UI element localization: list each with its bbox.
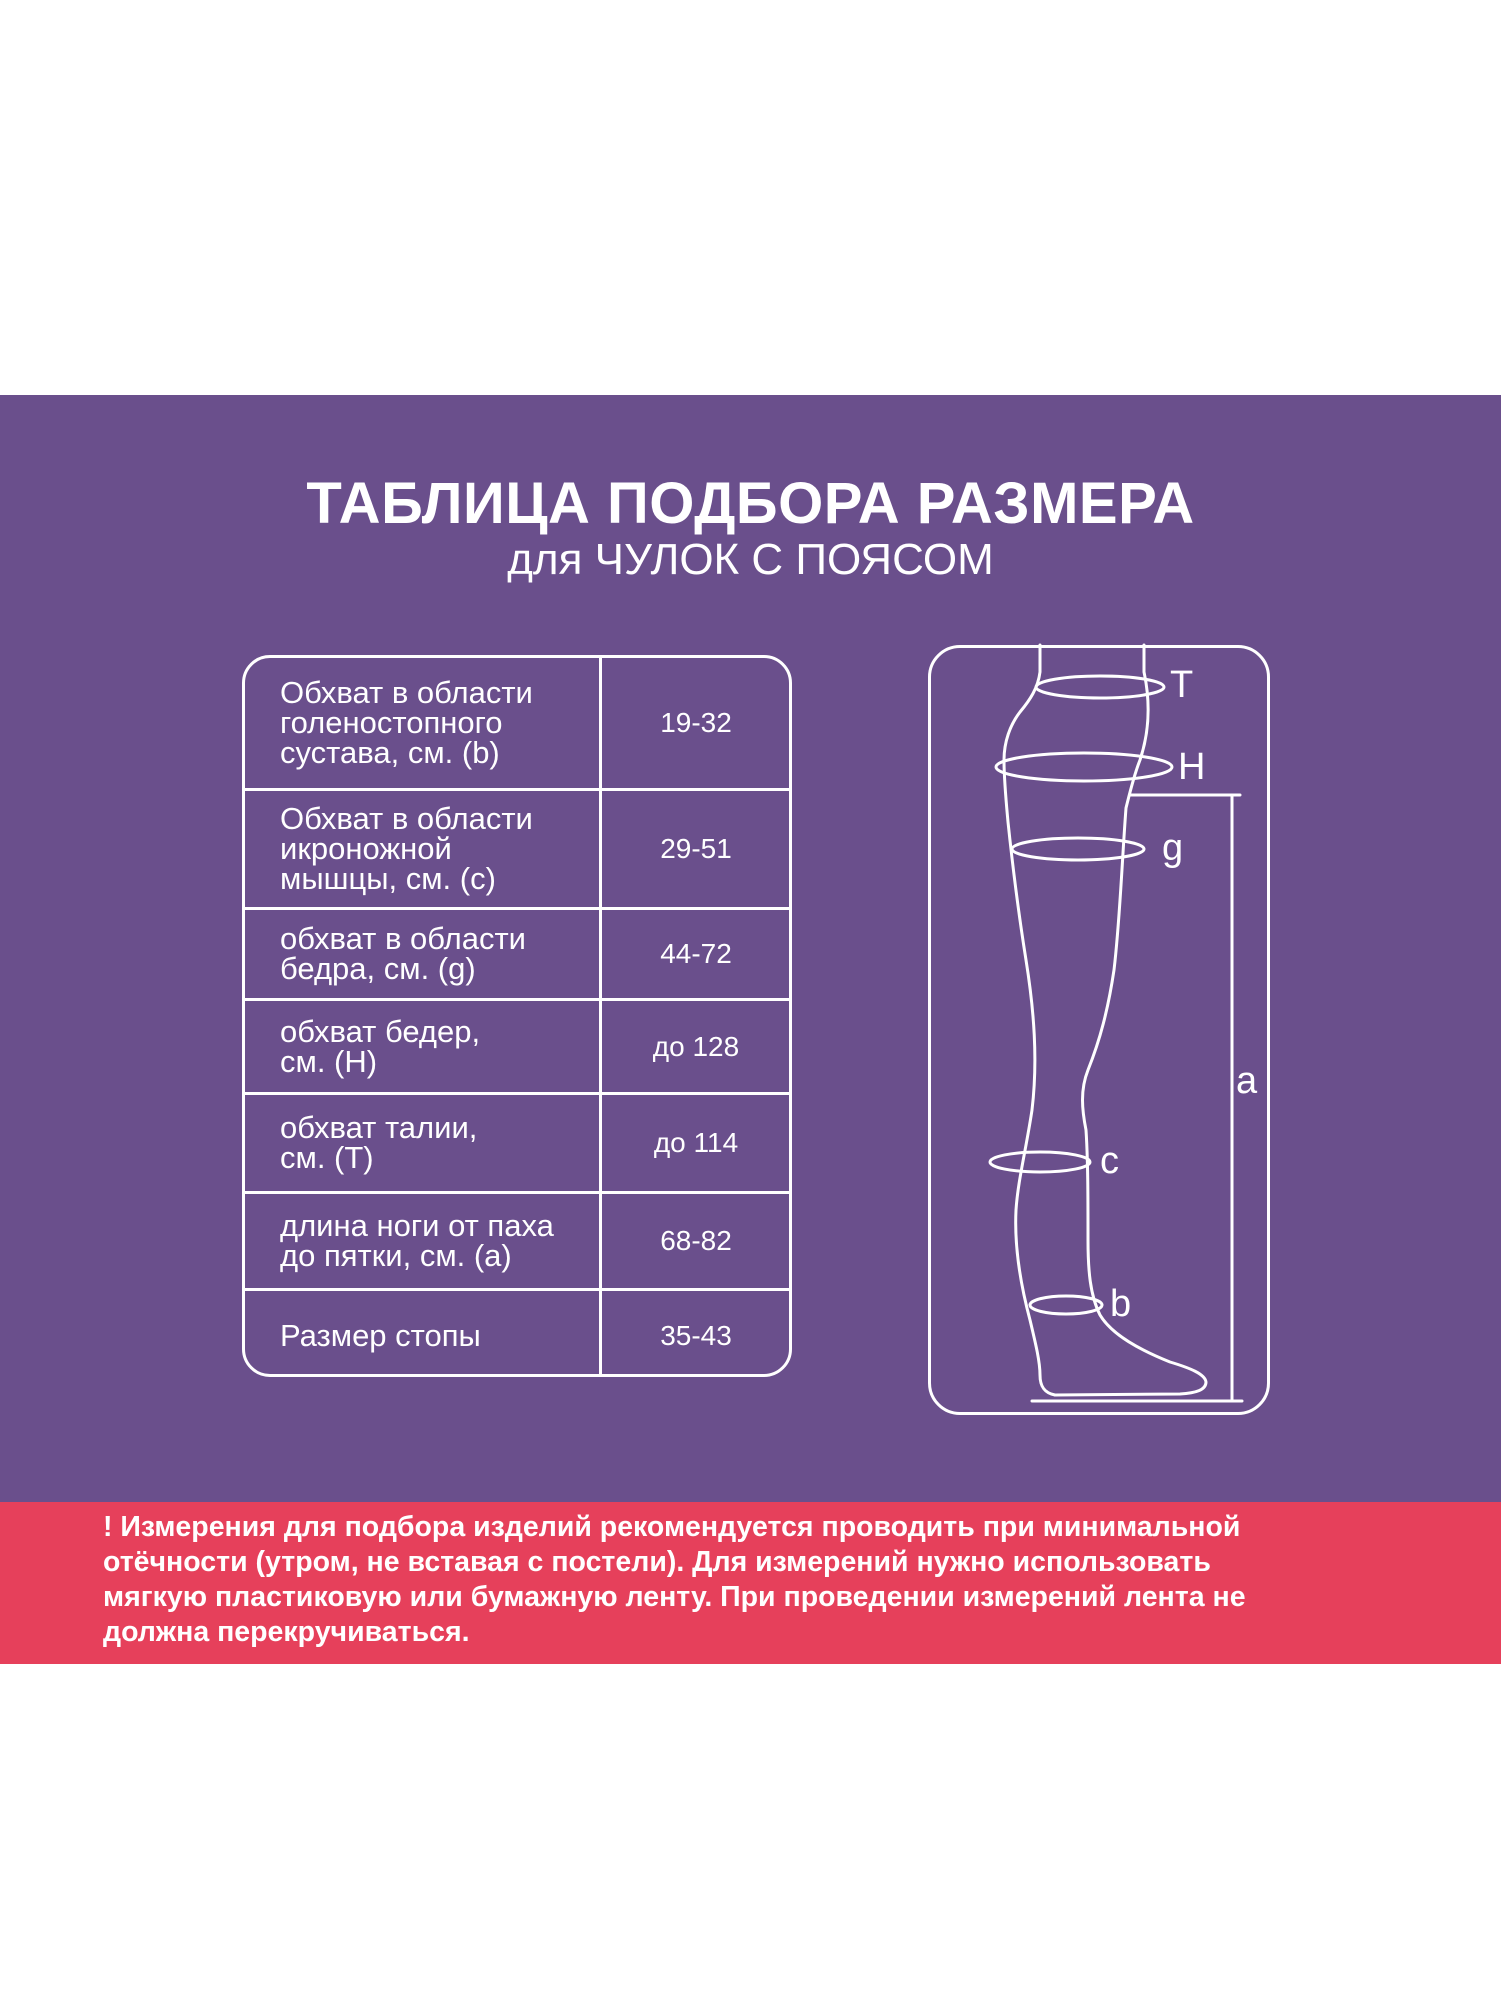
hip-measure-line [996, 753, 1172, 781]
mark-calf-label: c [1100, 1140, 1119, 1182]
row-value: 68-82 [660, 1225, 732, 1256]
mark-length-label: a [1236, 1060, 1258, 1102]
row-value: 35-43 [660, 1319, 732, 1351]
row-value: 44-72 [660, 938, 732, 969]
row-label: обхват талии, см. (T) [280, 1110, 478, 1175]
row-label: Обхват в области икроножной мышцы, см. (c) [280, 801, 533, 896]
row-label: длина ноги от паха до пятки, см. (a) [280, 1208, 554, 1273]
row-label: Размер стопы [280, 1317, 481, 1353]
mark-ankle-label: b [1110, 1283, 1132, 1325]
mark-hip-label: H [1178, 746, 1206, 788]
mark-waist-label: T [1170, 664, 1194, 706]
waist-measure-line [1036, 676, 1164, 698]
mark-thigh-label: g [1162, 827, 1184, 869]
calf-measure-line [990, 1152, 1090, 1172]
ankle-measure-line [1030, 1296, 1102, 1314]
page-subtitle: для ЧУЛОК С ПОЯСОМ [507, 535, 994, 584]
row-value: 29-51 [660, 833, 732, 864]
row-label: обхват в области бедра, см. (g) [280, 921, 526, 986]
row-value: до 128 [652, 1030, 740, 1062]
measurement-note: ! Измерения для подбора изделий рекомендуется проводить при минимальной отёчности (утром, не вставая с постели). Для измерений нужно использовать мягкую пластиковую или бумажную ленту. При проведении измерений лента не должна перекручиваться. [103, 1511, 1246, 1648]
page-title: ТАБЛИЦА ПОДБОРА РАЗМЕРА [306, 471, 1195, 536]
row-value: 19-32 [660, 707, 732, 738]
row-label: обхват бедер, см. (H) [280, 1013, 481, 1079]
row-label: Обхват в области голеностопного сустава, см. (b) [280, 675, 533, 770]
row-value: до 114 [653, 1127, 739, 1158]
